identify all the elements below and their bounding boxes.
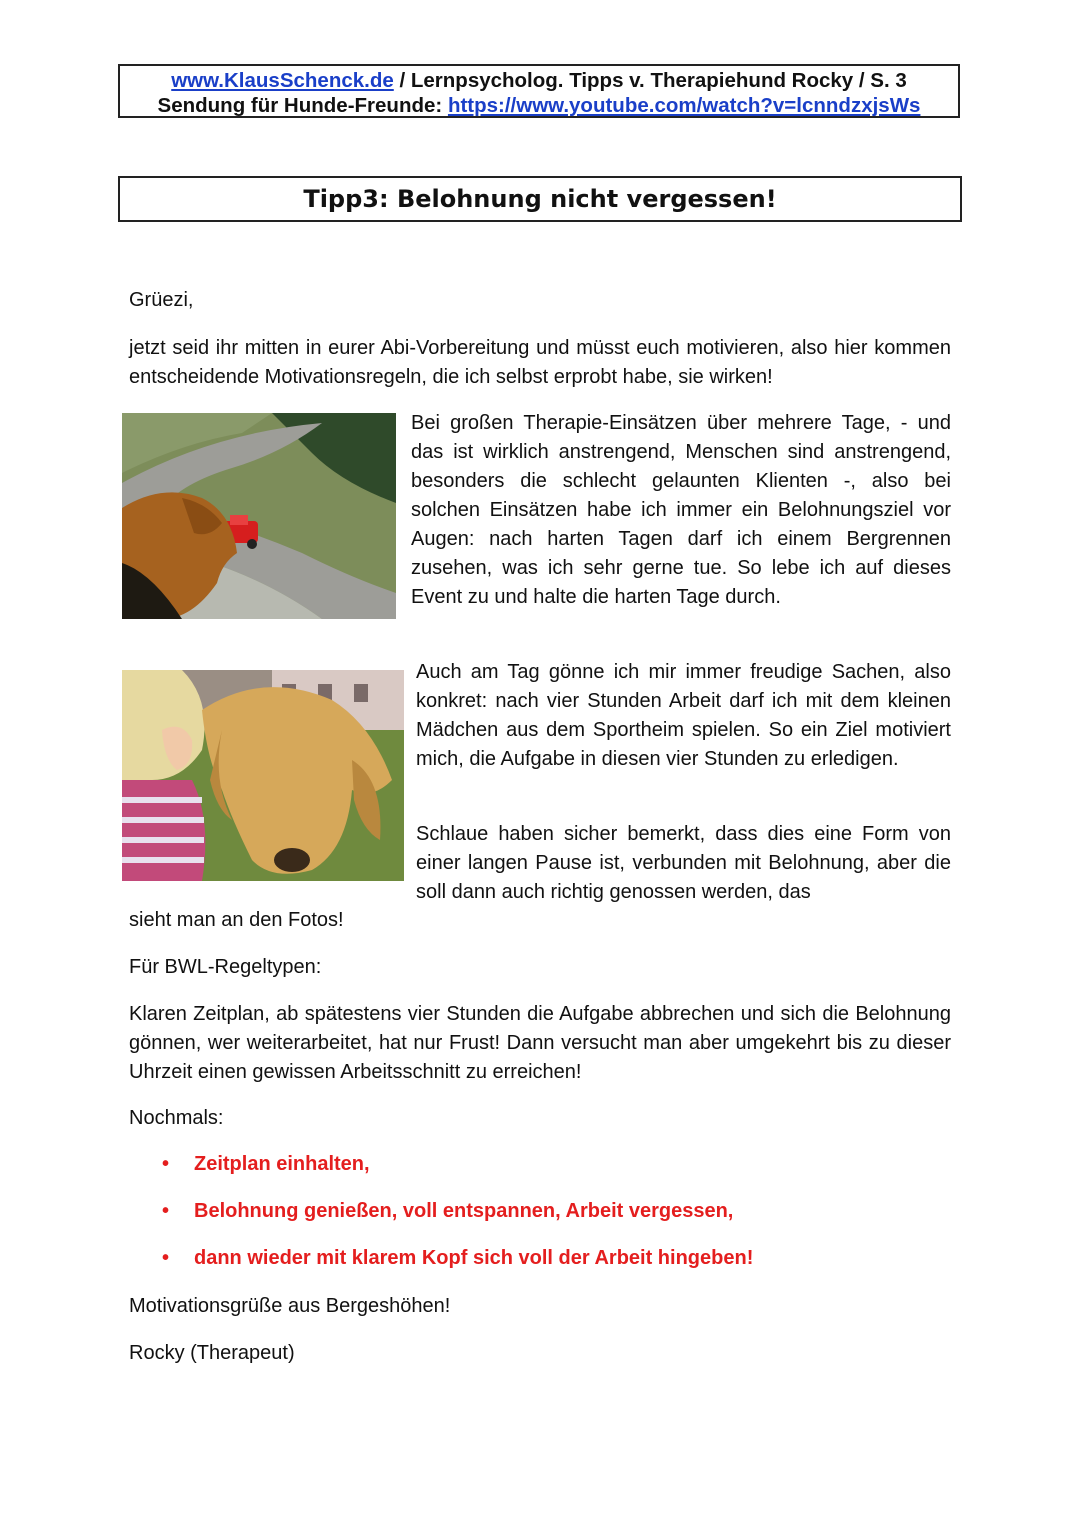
paragraph-race-reward: Bei großen Therapie-Einsätzen über mehrere Tage, - und das ist wirklich anstrengend, Menschen sind anstrengend, besonders die schlecht gelaunten Klienten -, also bei solchen Einsätzen habe ich immer ein Belohnungsziel vor Augen: nach harten Tagen darf ich einem Bergrennen zusehen, was ich sehr gerne tue. So lebe ich auf dieses Event zu und halte die harten Tage durch. [411, 412, 951, 608]
page-header [118, 64, 960, 118]
header-line-2 [120, 93, 958, 118]
dog-race-illustration [122, 413, 396, 619]
girl-dog-illustration [122, 670, 404, 881]
photo-girl-with-dog [122, 670, 404, 881]
header-line-1 [120, 68, 958, 93]
list-item: • dann wieder mit klarem Kopf sich voll der Arbeit hingeben! [150, 1244, 753, 1291]
video-label: Sendung für Hunde-Freunde: [157, 94, 448, 117]
page-title: Tipp3: Belohnung nicht vergessen! [118, 176, 962, 222]
youtube-link[interactable]: https://www.youtube.com/watch?v=lcnndzxjsWs [447, 94, 921, 117]
header-subtitle: / Lernpsycholog. Tipps v. Therapiehund Rocky / S. 3 [393, 69, 907, 92]
summary-list [150, 1150, 753, 1291]
bwl-heading: Für BWL-Regeltypen: [129, 956, 322, 978]
list-item: • Belohnung genießen, voll entspannen, Arbeit vergessen, [150, 1197, 753, 1244]
paragraph-daily-reward: Auch am Tag gönne ich mir immer freudige Sachen, also konkret: nach vier Stunden Arbeit darf ich mit dem kleinen Mädchen aus dem Sportheim spielen. So ein Ziel motiviert mich, die Aufgabe in diesen vier Stunden zu erledigen. [416, 661, 951, 770]
list-item: • Zeitplan einhalten, [150, 1150, 753, 1197]
paragraph-long-pause: Schlaue haben sicher bemerkt, dass dies eine Form von einer langen Pause ist, verbunden mit Belohnung, aber die soll dann auch richtig genossen werden, das [416, 823, 951, 903]
closing-greeting: Motivationsgrüße aus Bergeshöhen! [129, 1295, 451, 1317]
bwl-paragraph: Klaren Zeitplan, ab spätestens vier Stunden die Aufgabe abbrechen und sich die Belohnung gönnen, wer weiterarbeitet, hat nur Frust! Dann versucht man aber umgekehrt bis zu dieser Uhrzeit einen gewissen Arbeitsschnitt zu erreichen! [129, 1003, 951, 1083]
nochmals-label: Nochmals: [129, 1107, 224, 1129]
photo-dog-mountain-race [122, 413, 396, 619]
signature: Rocky (Therapeut) [129, 1342, 295, 1364]
intro-paragraph: jetzt seid ihr mitten in eurer Abi-Vorbereitung und müsst euch motivieren, also hier kommen entscheidende Motivationsregeln, die ich selbst erprobt habe, sie wirken! [129, 337, 951, 388]
paragraph-long-pause-end: sieht man an den Fotos! [129, 909, 344, 931]
greeting: Grüezi, [129, 289, 194, 311]
site-link[interactable]: www.KlausSchenck.de [171, 69, 394, 92]
